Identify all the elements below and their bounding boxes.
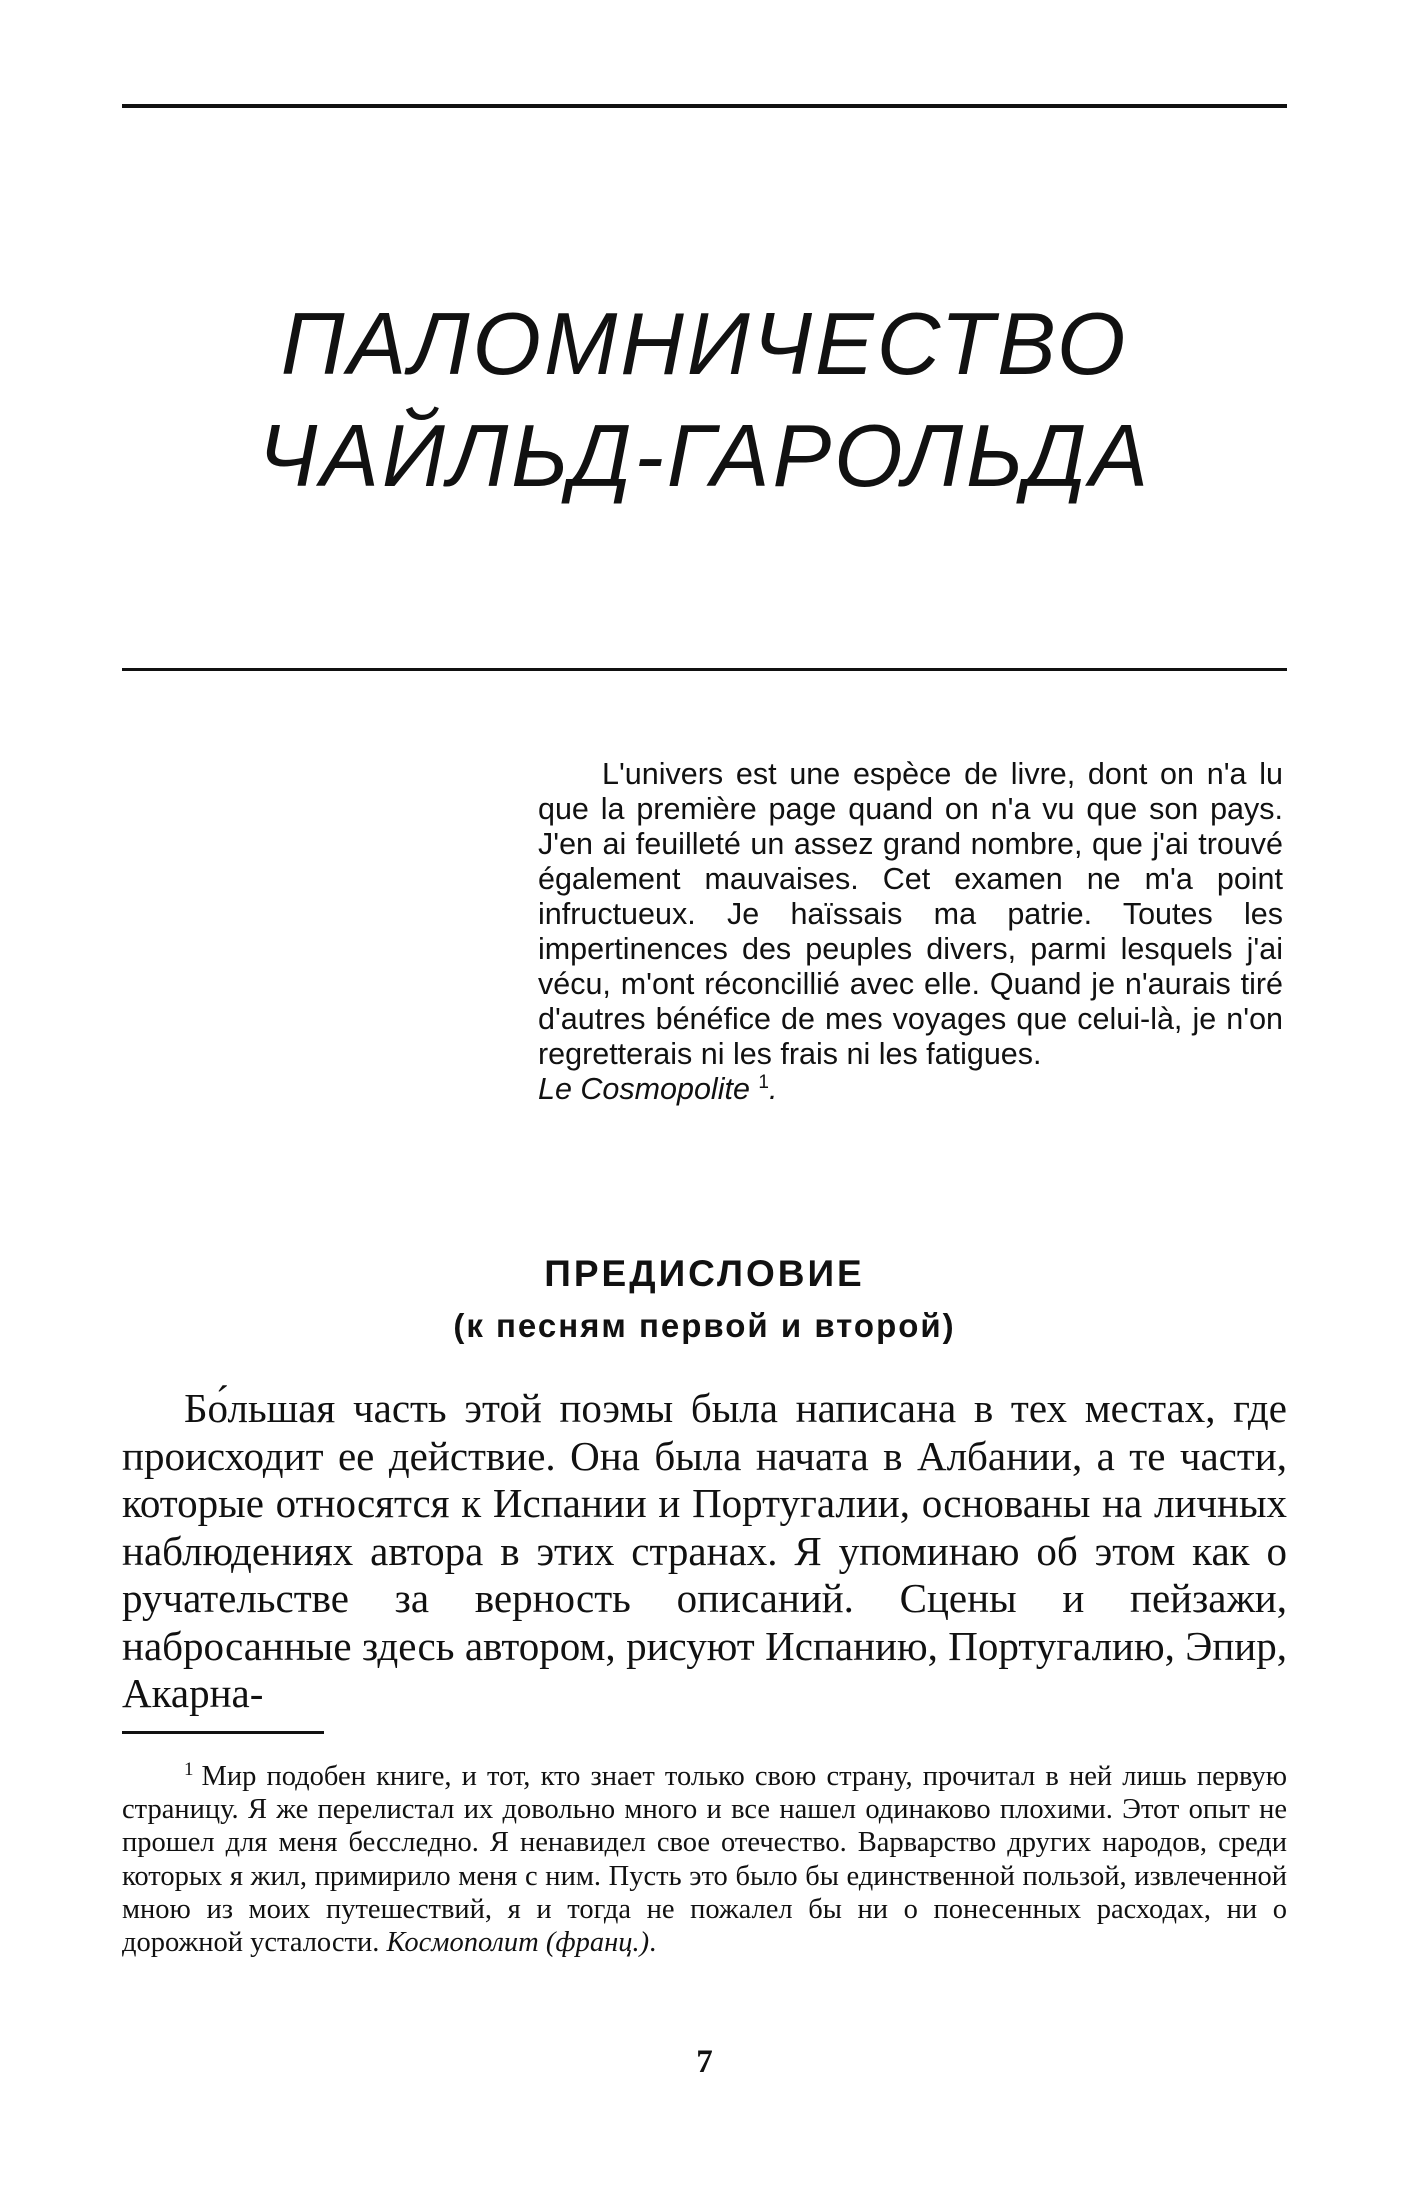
epigraph-trailing: .	[768, 1072, 778, 1106]
title-line-2: ЧАЙЛЬД-ГАРОЛЬДА	[257, 406, 1152, 505]
title-bottom-rule	[122, 668, 1287, 671]
footnote-number: 1	[184, 1758, 194, 1780]
preface-paragraph: Бо́льшая часть этой поэмы была написана в тех местах, где происходит ее действие. Она была начата в Албании, а те части, которые относятся к Испании и Португалии, основаны на личных наблюдениях автора в этих странах. Я упоминаю об этом как о ручательстве за верность описаний. Сцены и пейзажи, набросанные здесь автором, рисуют Испанию, Португалию, Эпир, Акарна-	[122, 1385, 1287, 1716]
title-line-1: ПАЛОМНИЧЕСТВО	[280, 294, 1129, 393]
epigraph-footnote-mark: 1	[758, 1071, 769, 1093]
footnote-source: Космополит (франц.)	[386, 1927, 650, 1959]
preface-subheading: (к песням первой и второй)	[453, 1307, 956, 1344]
top-rule	[122, 104, 1287, 108]
epigraph-source: Le Cosmopolite	[538, 1072, 750, 1106]
page-number: 7	[696, 2044, 713, 2080]
footnote-trailing: .	[649, 1927, 657, 1959]
epigraph-text: L'univers est une espèce de livre, dont on n'a lu que la première page quand on n'a vu que son pays. J'en ai feuilleté un assez grand nombre, que j'ai trouvé également mauvaises. Cet examen ne m'a point infructueux. Je haïssais ma patrie. Toutes les impertinences des peuples divers, parmi lesquels j'ai vécu, m'ont réconcillié avec elle. Quand je n'aurais tiré d'autres bénéfice de mes voyages que celui-là, je n'on regretterais ni les frais ni les fatigues.	[538, 757, 1283, 1071]
epigraph-source-line	[538, 1072, 1283, 1107]
footnote-separator	[122, 1731, 324, 1734]
epigraph	[538, 757, 1283, 1107]
preface-heading: ПРЕДИСЛОВИЕ	[544, 1253, 865, 1294]
footnote	[122, 1760, 1287, 1959]
footnote-text: Мир подобен книге, и тот, кто знает только свою страну, прочитал в ней лишь первую страницу. Я же перелистал их довольно много и все нашел одинаково плохими. Этот опыт не прошел для меня бесследно. Я ненавидел свое отечество. Варварство других народов, среди которых я жил, примирило меня с ним. Пусть это было бы единственной пользой, извлеченной мною из моих путешествий, я и тогда не пожалел бы ни о понесенных расходах, ни о дорожной усталости.	[122, 1761, 1287, 1959]
poem-title	[122, 288, 1287, 512]
